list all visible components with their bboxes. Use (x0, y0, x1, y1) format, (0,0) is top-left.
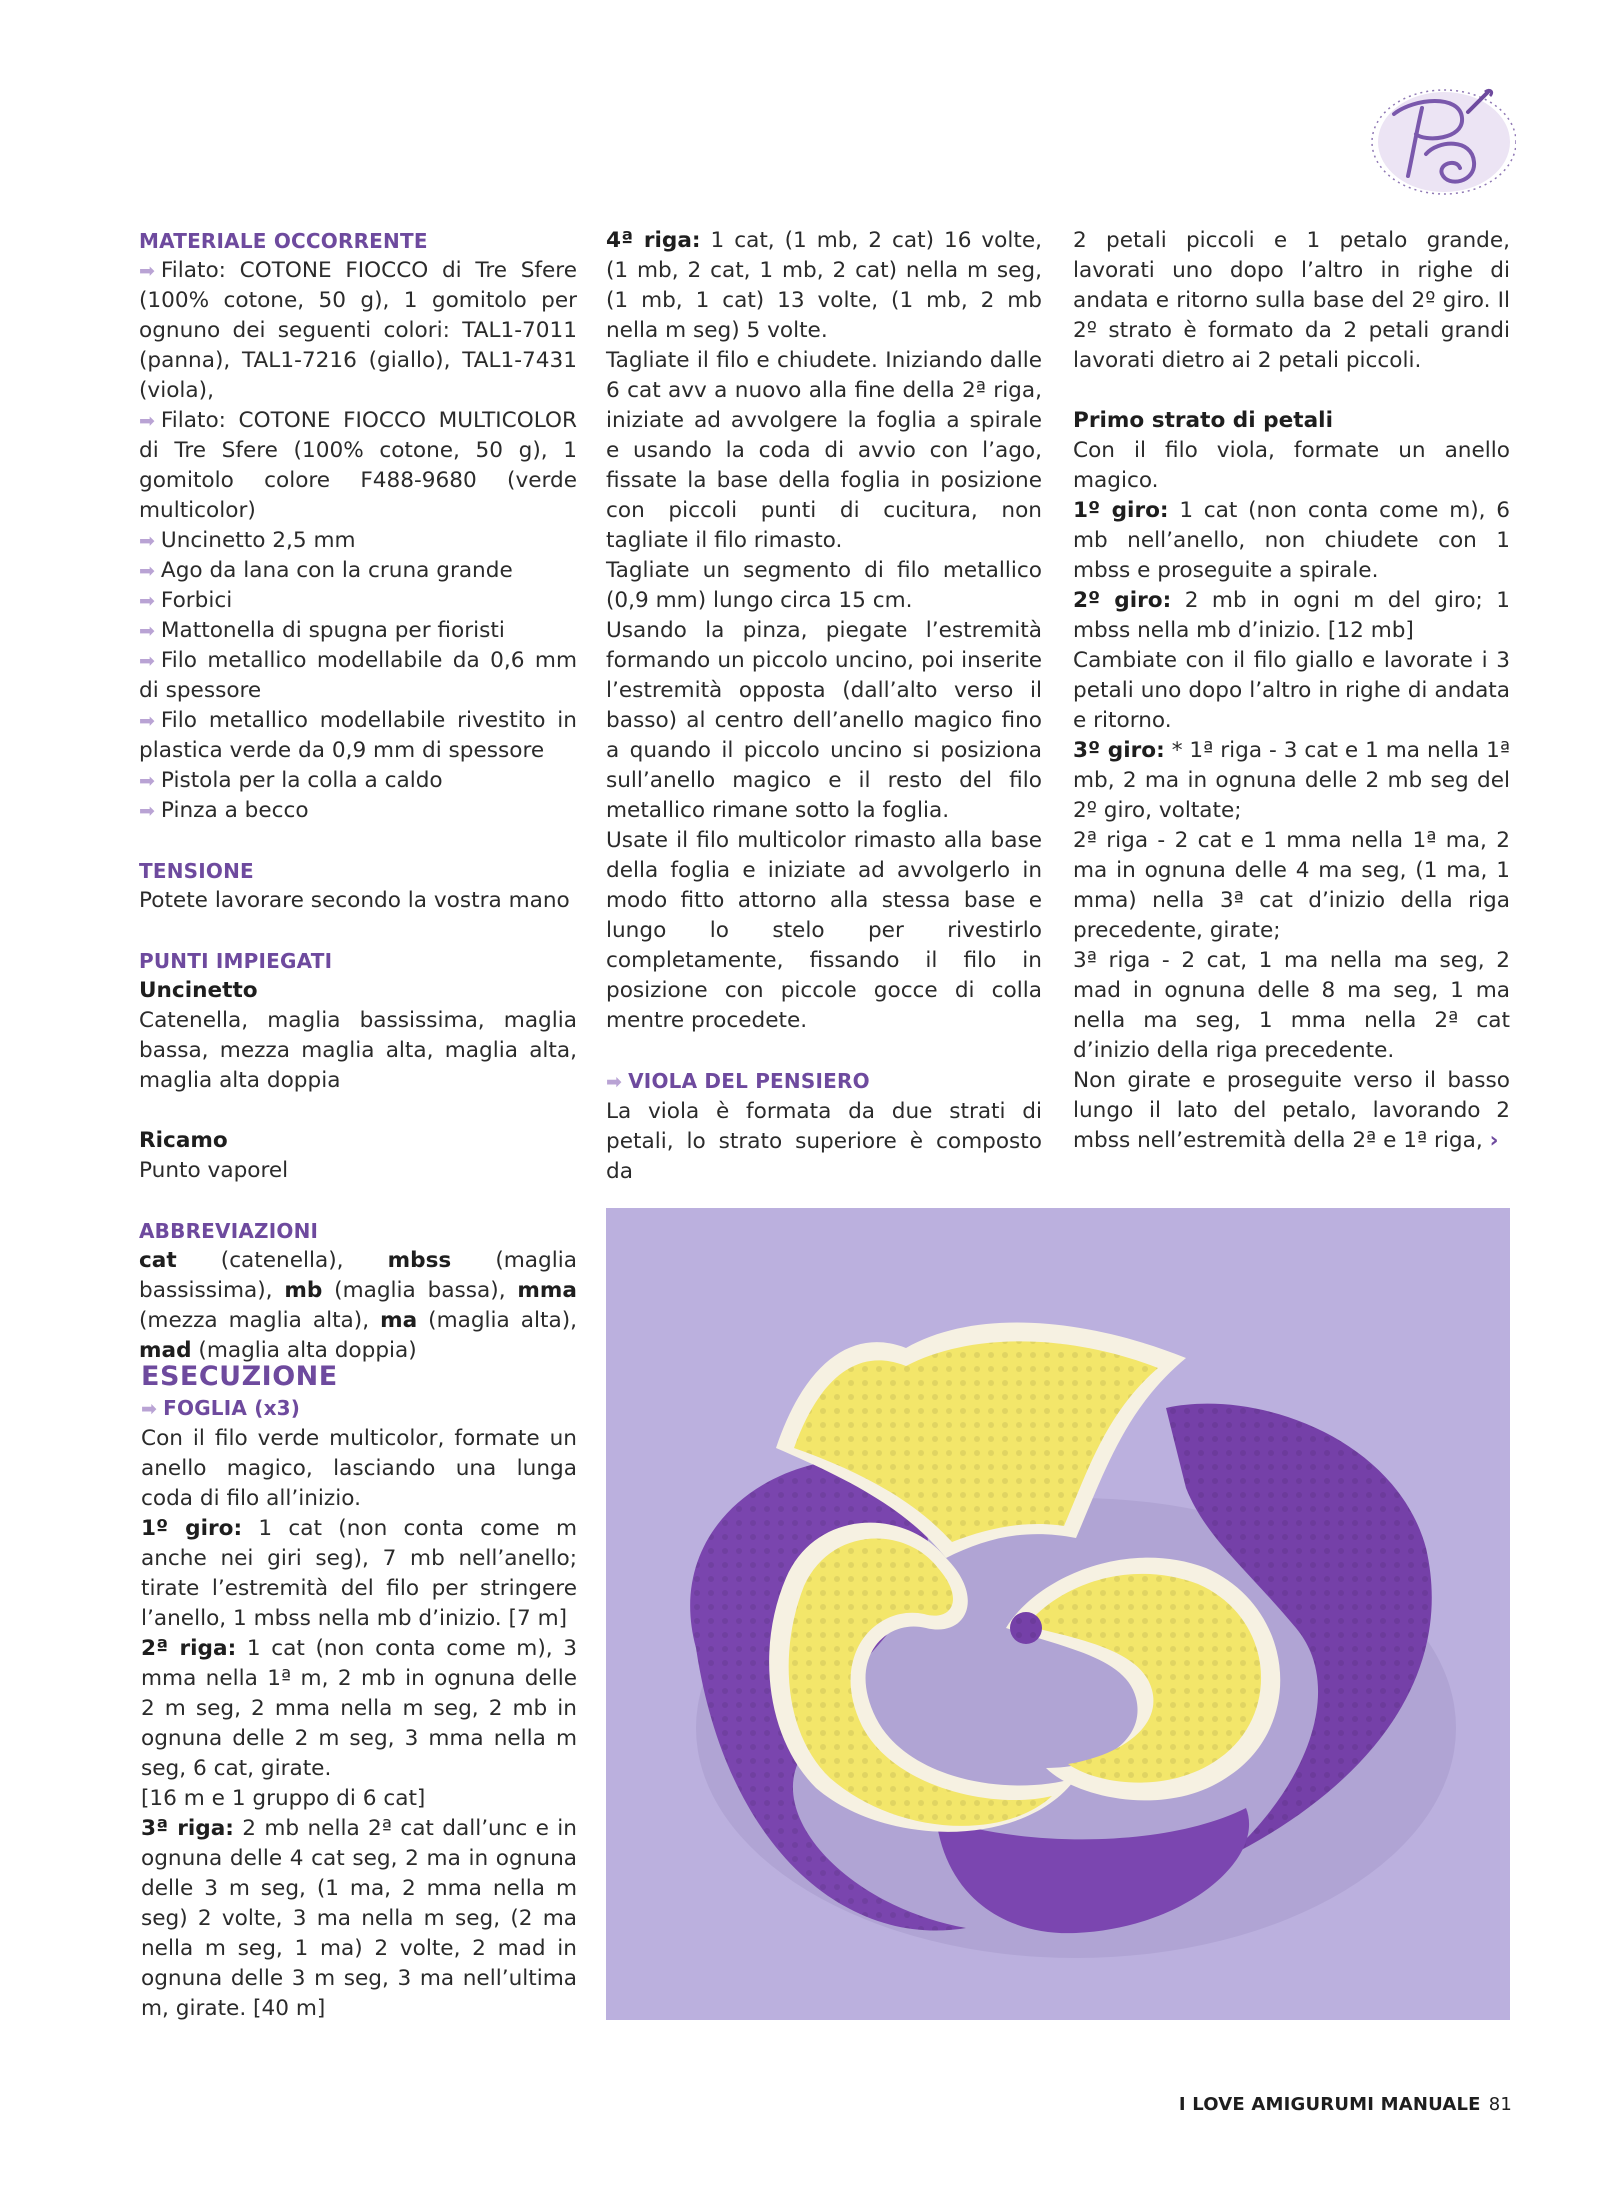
list-item: ➡ Pinza a becco (139, 798, 309, 823)
uncinetto-subheading: Uncinetto (139, 978, 258, 1003)
tensione-heading: TENSIONE (139, 859, 254, 883)
foglia-riga2-count: [16 m e 1 gruppo di 6 cat] (141, 1786, 426, 1811)
petali-giro3: 3º giro: * 1ª riga - 3 cat e 1 ma nella 1ª mb, 2 ma in ognuna delle 2 mb seg del 2º giro, voltate; (1073, 738, 1510, 823)
primo-intro: Con il filo viola, formate un anello magico. (1073, 438, 1510, 493)
esecuzione-section (141, 1361, 577, 2024)
arrow-icon: ➡ (139, 560, 155, 582)
list-item: ➡ Mattonella di spugna per fioristi (139, 618, 505, 643)
pansy-illustration (606, 1208, 1510, 2020)
list-item: ➡ Filato: COTONE FIOCCO di Tre Sfere (100% cotone, 50 g), 1 gomitolo per ognuno dei seguenti colori: TAL1-7011 (panna), TAL1-7216 (giallo), TAL1-7431 (viola), (139, 258, 577, 403)
paragraph: Usando la pinza, piegate l’estremità formando un piccolo uncino, poi inserite l’estremità opposta (dall’alto verso il basso) al centro dell’anello magico fino a quando il piccolo uncino si posiziona sull’anello magico e il resto del filo metallico rimane sotto la foglia. (606, 618, 1042, 823)
column-1 (139, 226, 577, 1366)
paragraph: Tagliate un segmento di filo metallico (0,9 mm) lungo circa 15 cm. (606, 558, 1042, 613)
materiale-heading: MATERIALE OCCORRENTE (139, 229, 428, 253)
page-footer (1179, 2094, 1512, 2115)
petali-giro2: 2º giro: 2 mb in ogni m del giro; 1 mbss nella mb d’inizio. [12 mb] (1073, 588, 1510, 643)
foglia-giro1: 1º giro: 1 cat (non conta come m anche nei giri seg), 7 mb nell’anello; tirate l’estremità del filo per stringere l’anello, 1 mbss nella mb d’inizio. [7 m] (141, 1516, 578, 1631)
arrow-icon: ➡ (139, 650, 155, 672)
list-item: ➡ Filato: COTONE FIOCCO MULTICOLOR di Tre Sfere (100% cotone, 50 g), 1 gomitolo colore F488-9680 (verde multicolor) (139, 408, 577, 523)
paragraph: Cambiate con il filo giallo e lavorate i 3 petali uno dopo l’altro in righe di andata e ritorno. (1073, 648, 1510, 733)
paragraph: 2 petali piccoli e 1 petalo grande, lavorati uno dopo l’altro in righe di andata e ritorno sulla base del 2º giro. Il 2º strato è formato da 2 petali grandi lavorati dietro ai 2 petali piccoli. (1073, 228, 1510, 373)
abbreviazioni-heading: ABBREVIAZIONI (139, 1219, 319, 1243)
paragraph: 3ª riga - 2 cat, 1 ma nella ma seg, 2 mad in ognuna delle 8 ma seg, 1 ma nella ma seg, 1 mma nella 2ª cat d’inizio della riga precedente. (1073, 948, 1510, 1063)
petali-giro1: 1º giro: 1 cat (non conta come m), 6 mb nell’anello, non chiudete con 1 mbss e proseguite a spirale. (1073, 498, 1511, 583)
list-item: ➡ Pistola per la colla a caldo (139, 768, 443, 793)
arrow-icon: ➡ (139, 800, 155, 822)
primo-strato-heading: Primo strato di petali (1073, 408, 1333, 433)
foglia-riga2: 2ª riga: 1 cat (non conta come m), 3 mma nella 1ª m, 2 mb in ognuna delle 2 m seg, 2 mma nella m seg, 2 mb in ognuna delle 2 m seg, 3 mma nella m seg, 6 cat, girate. (141, 1636, 577, 1781)
page-number: 81 (1488, 2094, 1512, 2115)
foglia-heading: ➡ FOGLIA (x3) (141, 1396, 301, 1420)
foglia-intro: Con il filo verde multicolor, formate un anello magico, lasciando una lunga coda di filo all’inizio. (141, 1426, 577, 1511)
foglia-riga4: 4ª riga: 1 cat, (1 mb, 2 cat) 16 volte, (1 mb, 2 cat, 1 mb, 2 cat) nella m seg, (1 mb, 1 cat) 13 volte, (1 mb, 2 mb nella m seg) 5 volte. (606, 228, 1043, 343)
magazine-title: I LOVE AMIGURUMI MANUALE (1178, 2094, 1481, 2115)
foglia-riga3: 3ª riga: 2 mb nella 2ª cat dall’unc e in ognuna delle 4 cat seg, 2 ma in ognuna delle 3 m seg, (1 ma, 2 mma nella m seg) 2 volte, 3 ma nella m seg, (2 ma nella m seg, 1 ma) 2 volte, 2 mad in ognuna delle 3 m seg, 3 ma nell’ultima m, girate. [40 m] (141, 1816, 577, 2021)
brand-logo (1364, 84, 1516, 196)
arrow-icon: ➡ (139, 260, 155, 282)
paragraph: Non girate e proseguite verso il basso lungo il lato del petalo, lavorando 2 mbss nell’estremità della 2ª e 1ª riga, › (1073, 1068, 1510, 1153)
list-item: ➡ Filo metallico modellabile rivestito in plastica verde da 0,9 mm di spessore (139, 708, 577, 763)
list-item: ➡ Ago da lana con la cruna grande (139, 558, 513, 583)
tensione-text: Potete lavorare secondo la vostra mano (139, 888, 570, 913)
punti-heading: PUNTI IMPIEGATI (139, 949, 333, 973)
column-3 (1073, 226, 1510, 1156)
paragraph: Usate il filo multicolor rimasto alla base della foglia e iniziate ad avvolgerlo in modo fitto attorno alla stessa base e lungo lo stelo per rivestirlo completamente, fissando il filo in posizione con piccole gocce di colla mentre procedete. (606, 828, 1042, 1033)
uncinetto-text: Catenella, maglia bassissima, maglia bassa, mezza maglia alta, maglia alta, maglia alta doppia (139, 1008, 577, 1093)
arrow-icon: ➡ (141, 1398, 158, 1420)
arrow-icon: ➡ (139, 770, 155, 792)
abbreviazioni-text: cat (catenella), mbss (maglia bassissima), mb (maglia bassa), mma (mezza maglia alta), ma (maglia alta), mad (maglia alta doppia) (139, 1248, 577, 1363)
continue-icon: › (1489, 1128, 1499, 1153)
paragraph: Tagliate il filo e chiudete. Iniziando dalle 6 cat avv a nuovo alla fine della 2ª riga, iniziate ad avvolgere la foglia a spirale e usando la coda di avvio con l’ago, fissate la base della foglia in posizione con piccoli punti di cucitura, non tagliate il filo rimasto. (606, 348, 1042, 553)
viola-text: La viola è formata da due strati di petali, lo strato superiore è composto da (606, 1099, 1042, 1184)
column-2 (606, 226, 1042, 1187)
ricamo-text: Punto vaporel (139, 1158, 289, 1183)
viola-heading: ➡ VIOLA DEL PENSIERO (606, 1069, 870, 1093)
arrow-icon: ➡ (139, 710, 155, 732)
arrow-icon: ➡ (139, 620, 155, 642)
list-item: ➡ Forbici (139, 588, 233, 613)
arrow-icon: ➡ (139, 590, 155, 612)
paragraph: 2ª riga - 2 cat e 1 mma nella 1ª ma, 2 ma in ognuna delle 4 ma seg, (1 ma, 1 mma) nella 3ª cat d’inizio della riga precedente, girate; (1073, 828, 1510, 943)
list-item: ➡ Filo metallico modellabile da 0,6 mm di spessore (139, 648, 577, 703)
esecuzione-heading: ESECUZIONE (141, 1361, 338, 1392)
pansy-photo (606, 1208, 1510, 2020)
arrow-icon: ➡ (139, 530, 155, 552)
list-item: ➡ Uncinetto 2,5 mm (139, 528, 356, 553)
arrow-icon: ➡ (139, 410, 155, 432)
ricamo-subheading: Ricamo (139, 1128, 228, 1153)
arrow-icon: ➡ (606, 1071, 623, 1093)
